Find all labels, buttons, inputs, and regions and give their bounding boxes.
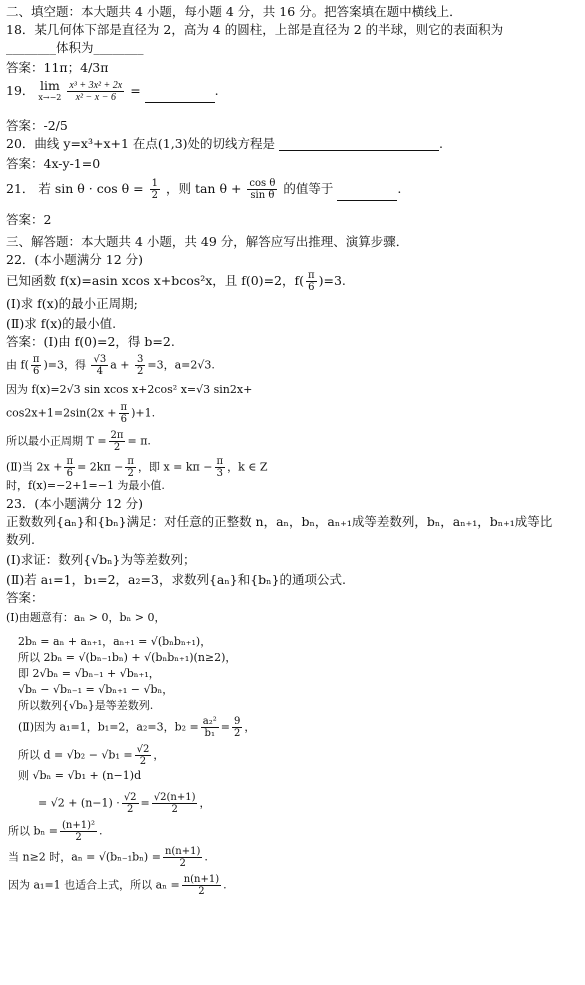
q19-fraction <box>67 80 124 103</box>
q23-part2: (Ⅱ)若 a₁=1，b₁=2，a₂=3，求数列{aₙ}和{bₙ}的通项公式. <box>6 572 346 587</box>
q19-blank <box>145 90 215 103</box>
q23-line3: 所以 2bₙ = √(bₙ₋₁bₙ) + √(bₙbₙ₊₁)(n≥2)， <box>18 651 237 664</box>
q20-blank <box>279 138 439 151</box>
q22-title: 22．(本小题满分 12 分) <box>6 252 144 267</box>
q23-part1: (Ⅰ)求证：数列{√bₙ}为等差数列； <box>6 552 196 567</box>
q19-numerator: x³ + 3x² + 2x <box>69 80 123 91</box>
q19-limit <box>38 77 62 103</box>
q23-stem2: 数列. <box>6 532 35 547</box>
q23-line8: 所以 d = √b₂ − √b₁ = $\frac{√2}{2}$ ， <box>18 744 165 767</box>
q18-line2: ________体积为________ <box>6 40 144 55</box>
section2-header: 二、填空题：本大题共 4 小题，每小题 4 分，共 16 分。把答案填在题中横线上． <box>6 4 462 19</box>
section3-header: 三、解答题：本大题共 4 小题，共 49 分，解答应写出推理、演算步骤． <box>6 234 409 249</box>
q23-line6: 所以数列{√bₙ}是等差数列. <box>18 699 154 712</box>
q21-blank <box>337 188 397 201</box>
q21-line: 21． 若 sin θ · cos θ = $\frac{1}{2}$ ，则 tan θ + $\frac{\text{cos θ}}{\text{sin θ}}$ 的值等于 . <box>6 178 402 201</box>
q23-title: 23．(本小题满分 12 分) <box>6 496 144 511</box>
q22-part1: (Ⅰ)求 f(x)的最小正周期; <box>6 296 138 311</box>
q19-line: 19． lim x→−2 $\frac{\text{x³ + 3x² + 2x}}{\text{x² − x − 6}}$ = . <box>6 77 219 103</box>
q23-answer-label: 答案： <box>6 590 44 605</box>
q23-stem1: 正数数列{aₙ}和{bₙ}满足：对任意的正整数 n，aₙ，bₙ，aₙ₊₁成等差数列，bₙ，aₙ₊₁，bₙ₊₁成等比 <box>6 514 553 529</box>
q21-frac1: $\frac{1}{2}$ <box>151 178 158 201</box>
q22-answer-label: 答案：(Ⅰ)由 f(0)=2，得 b=2. <box>6 334 175 349</box>
q19-equals: = <box>130 83 141 98</box>
q23-line5: √bₙ − √bₙ₋₁ = √bₙ₊₁ − √bₙ， <box>18 683 174 696</box>
q22-part2: (Ⅱ)求 f(x)的最小值. <box>6 316 117 331</box>
q18-text: 18．某几何体下部是直径为 2，高为 4 的圆柱，上部是直径为 2 的半球，则它的表面积为 <box>6 22 504 37</box>
q21-answer: 答案：2 <box>6 212 52 227</box>
q23-line7: (Ⅱ)因为 a₁=1，b₁=2，a₂=3，b₂ = $\frac{\text{a₂²}}{\text{b₁}}$ = $\frac{9}{2}$ ， <box>18 716 256 739</box>
q22-step2: 因为 f(x)=2√3 sin xcos x+2cos² x=√3 sin2x+ <box>6 383 253 396</box>
q23-line13: 因为 a₁=1 也适合上式，所以 aₙ = $\frac{n(n+1)}{2}$ . <box>8 874 227 897</box>
q21-post: 的值等于 <box>283 181 334 196</box>
q20-answer: 答案：4x-y-1=0 <box>6 156 101 171</box>
q23-line9: 则 √bₙ = √b₁ + (n−1)d <box>18 769 142 782</box>
q21-frac2: $\frac{\text{cos θ}}{\text{sin θ}}$ <box>249 178 276 201</box>
q21-pre: 21． 若 sin θ · cos θ = <box>6 181 144 196</box>
q18-answer: 答案：11π；4/3π <box>6 60 109 75</box>
q19-label: 19． <box>6 83 35 98</box>
q23-line11: 所以 bₙ = $\frac{\text{(n+1)²}}{2}$ . <box>8 820 103 843</box>
limit-subscript: x→−2 <box>38 92 62 102</box>
q22-step5: (Ⅱ)当 2x + $\frac{\pi}{6}$ = 2kπ − $\frac{\pi}{2}$ ，即 x = kπ − $\frac{\pi}{3}$ ，k ∈ Z <box>6 456 268 479</box>
q19-answer: 答案：-2/5 <box>6 118 68 133</box>
q23-line12: 当 n≥2 时，aₙ = √(bₙ₋₁bₙ) = $\frac{n(n+1)}{2}$ . <box>8 846 208 869</box>
q23-line4: 即 2√bₙ = √bₙ₋₁ + √bₙ₊₁， <box>18 667 160 680</box>
q23-line2: 2bₙ = aₙ + aₙ₊₁，aₙ₊₁ = √(bₙbₙ₊₁)， <box>18 635 212 648</box>
q22-step1: 由 f( $\frac{\pi}{6}$ )=3，得 $\frac{√3}{4}$ a + $\frac{3}{2}$ =3，a=2√3. <box>6 354 215 377</box>
q22-step3: cos2x+1=2sin(2x + $\frac{\pi}{6}$ )+1. <box>6 402 156 425</box>
q22-stem: 已知函数 f(x)=asin xcos x+bcos²x，且 f(0)=2，f( $\frac{\pi}{6}$ )=3. <box>6 270 346 293</box>
q23-line10: = √2 + (n−1) · $\frac{√2}{2}$ = $\frac{√2(n+1)}{2}$ ， <box>38 792 211 815</box>
q21-mid: ，则 tan θ + <box>165 181 242 196</box>
q20-line: 20．曲线 y=x³+x+1 在点(1,3)处的切线方程是 . <box>6 136 444 151</box>
q22-step4: 所以最小正周期 T = $\frac{2\pi}{2}$ = π. <box>6 430 151 453</box>
q19-denominator: x² − x − 6 <box>75 92 116 103</box>
q23-line1: (Ⅰ)由题意有：aₙ > 0，bₙ > 0， <box>6 611 166 624</box>
q20-text: 20．曲线 y=x³+x+1 在点(1,3)处的切线方程是 <box>6 136 276 151</box>
limit-symbol: lim <box>39 77 60 93</box>
q22-step6: 时，f(x)=−2+1=−1 为最小值. <box>6 479 165 492</box>
